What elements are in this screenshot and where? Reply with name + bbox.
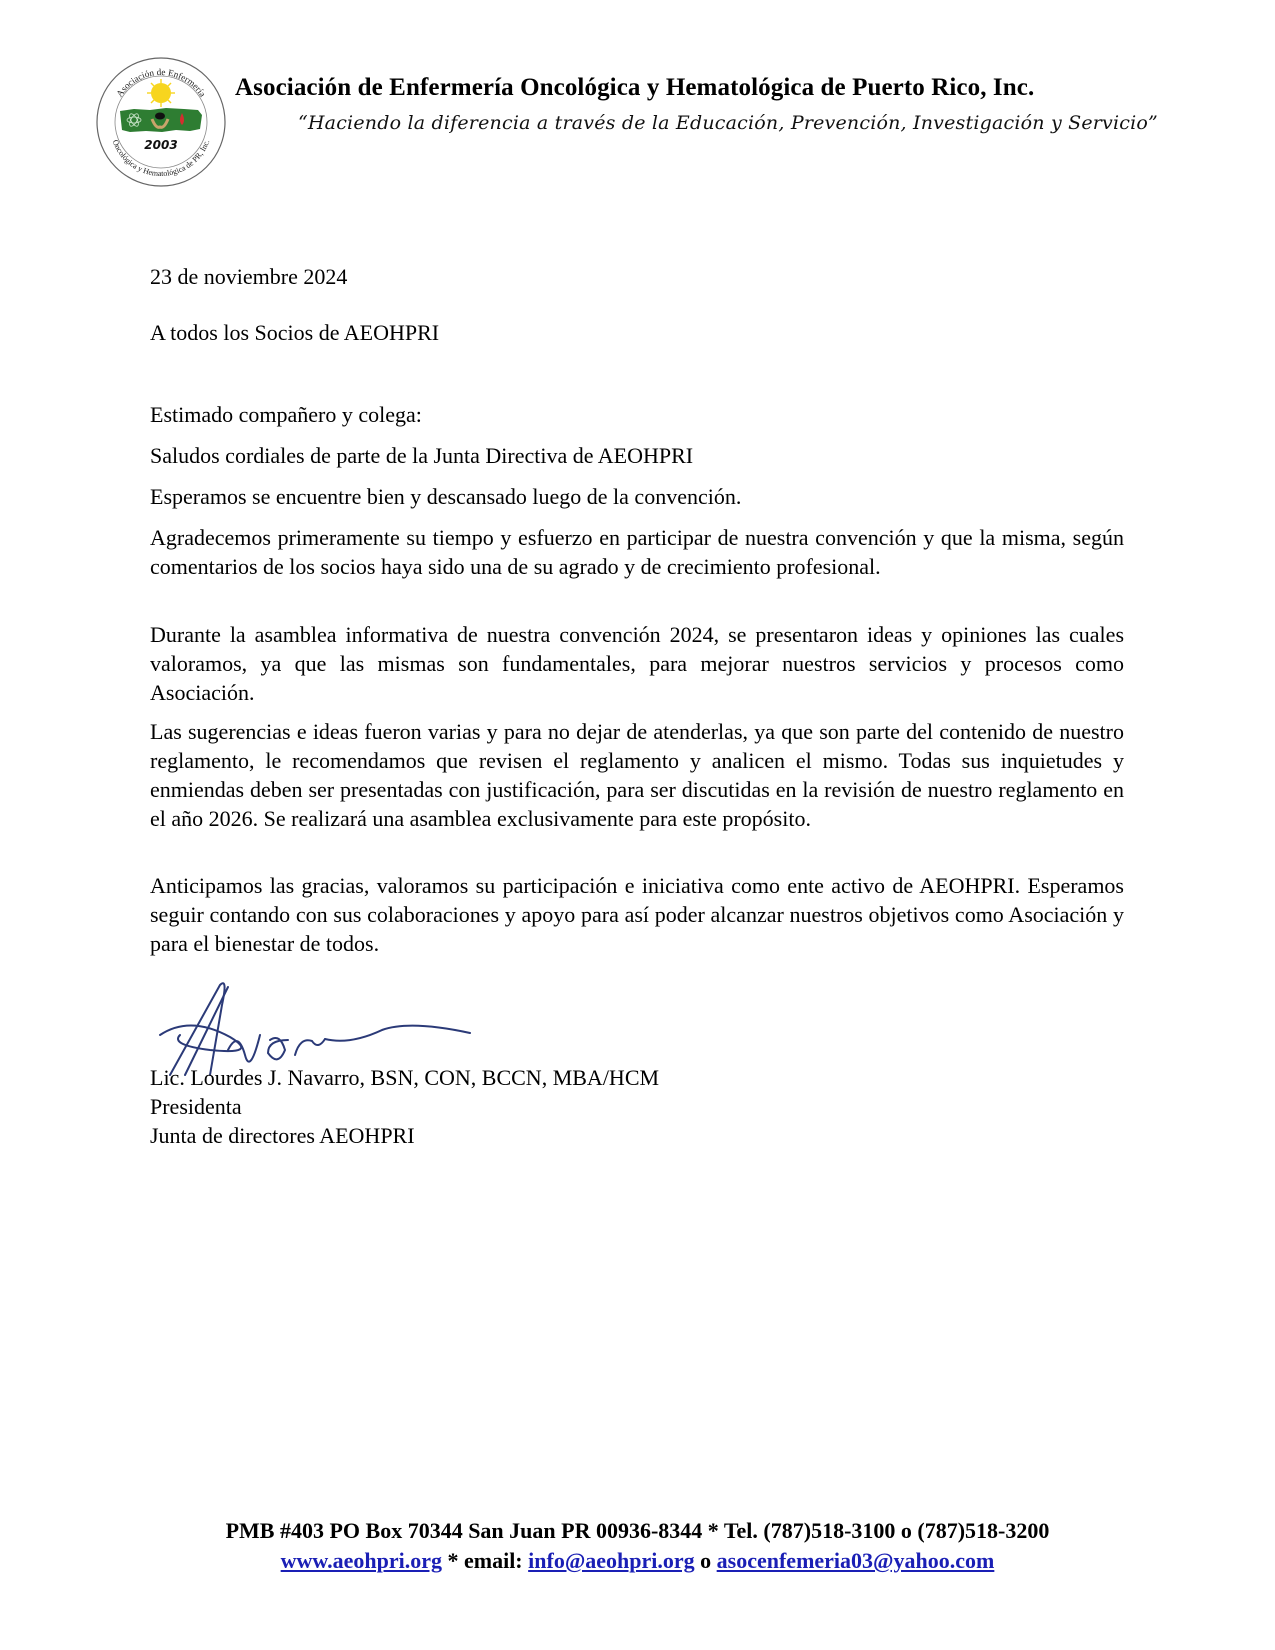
signatory-organization: Junta de directores AEOHPRI — [150, 1123, 415, 1148]
email-label: * email: — [441, 1548, 529, 1573]
letter-paragraph: Durante la asamblea informativa de nuestra convención 2024, se presentaron ideas y opiniones las cuales valoramos, ya que las mismas son fundamentales, para mejorar nuestros servicios y procesos como Asociación. — [150, 622, 1124, 705]
signatory-name: Lic. Lourdes J. Navarro, BSN, CON, BCCN, MBA/HCM — [150, 1065, 660, 1090]
letter-paragraph: Saludos cordiales de parte de la Junta Directiva de AEOHPRI — [150, 443, 694, 468]
letter-date: 23 de noviembre 2024 — [150, 264, 348, 289]
letter-paragraph: Esperamos se encuentre bien y descansado luego de la convención. — [150, 484, 742, 509]
letter-recipient: A todos los Socios de AEOHPRI — [150, 320, 440, 345]
email-link-info[interactable]: info@aeohpri.org — [528, 1548, 695, 1573]
website-link[interactable]: www.aeohpri.org — [280, 1548, 442, 1573]
letter-paragraph: Anticipamos las gracias, valoramos su participación e iniciativa como ente activo de AEOHPRI. Esperamos seguir contando con sus colaboraciones y apoyo para así poder alcanzar nuestros objetivos como Asociación y para el bienestar de todos. — [150, 873, 1124, 956]
logo-ring-text-top: Asociación de Enfermería — [114, 66, 208, 99]
email-link-yahoo[interactable]: asocenfemeria03@yahoo.com — [716, 1548, 995, 1573]
or-separator: o — [694, 1548, 717, 1573]
letter-paragraph: Las sugerencias e ideas fueron varias y para no dejar de atenderlas, ya que son parte del contenido de nuestro reglamento, le recomendamos que revisen el reglamento y analicen el mismo. Todas sus inquietudes y enmiendas deben ser presentadas con justificación, para ser discutidas en la revisión de nuestro reglamento en el año 2026. Se realizará una asamblea exclusivamente para este propósito. — [150, 719, 1124, 831]
sun-icon — [147, 79, 175, 107]
organization-tagline: “Haciendo la diferencia a través de la Educación, Prevención, Investigación y Servicio” — [298, 112, 1158, 134]
letter-paragraph: Agradecemos primeramente su tiempo y esfuerzo en participar de nuestra convención y que la misma, según comentarios de los socios haya sido una de su agrado y de crecimiento profesional. — [150, 525, 1124, 579]
logo-year: 2003 — [144, 138, 178, 152]
organization-title: Asociación de Enfermería Oncológica y Hematológica de Puerto Rico, Inc. — [235, 74, 1035, 101]
letter-salutation: Estimado compañero y colega: — [150, 402, 422, 427]
association-logo — [94, 55, 228, 189]
footer-address: PMB #403 PO Box 70344 San Juan PR 00936-8344 * Tel. (787)518-3100 o (787)518-3200 — [225, 1518, 1050, 1543]
footer-contact — [0, 1548, 1275, 1574]
signatory-title: Presidenta — [150, 1094, 242, 1119]
logo-ring-text-bottom: Oncológica y Hematológica de PR, Inc. — [110, 138, 212, 179]
